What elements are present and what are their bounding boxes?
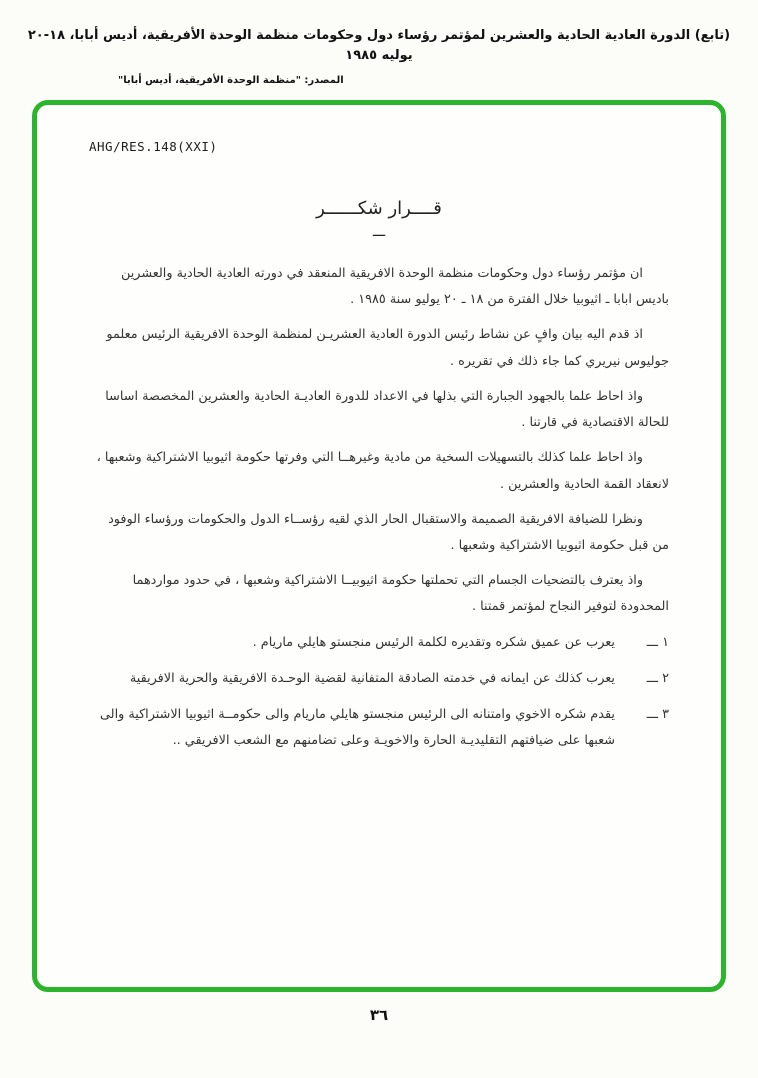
source-label: المصدر: xyxy=(304,75,344,86)
header-title: (تابع) الدورة العادية الحادية والعشرين لمؤتمر رؤساء دول وحكومات منظمة الوحدة الأفريقية، أديس أبابا، ١٨-٢٠ يوليه ١٩٨٥ xyxy=(27,28,731,63)
numbered-item xyxy=(89,630,669,656)
scanned-document-frame xyxy=(32,100,726,992)
resolution-reference: AHG/RES.148(XXI) xyxy=(89,139,218,154)
paragraph-facilities: واذ احاط علما كذلك بالتسهيلات السخية من مادية وغيرهــا التي وفرتها حكومة اثيوبيا الاشتراكية وشعبها ، لانعقاد القمة الحادية والعشرين . xyxy=(96,450,669,492)
item-text: يعرب كذلك عن ايمانه في خدمته الصادقة المتفانية لقضية الوحـدة الافريقية والحرية الافريقية xyxy=(129,670,615,686)
item-number: ٢ ـــ xyxy=(646,670,669,686)
item-text: يقدم شكره الاخوي وامتنانه الى الرئيس منجستو هايلي ماريام والى حكومــة اثيوبيا الاشتراكية والى شعبها على ضيافتهم التقليديـة الحارة والاخويـة وعلى تضامنهم مع الشعب الافريقي .. xyxy=(100,707,615,749)
paragraph-efforts: واذ احاط علما بالجهود الجبارة التي بذلها في الاعداد للدورة العاديـة الحادية والعشرين المخصصة اساسا للحالة الاقتصادية في قارتنا . xyxy=(105,388,669,431)
document-header xyxy=(0,0,758,86)
source-value: "منظمة الوحدة الأفريقية، أديس أبابا" xyxy=(118,75,301,86)
title-underline: ـــ xyxy=(372,224,386,240)
item-number: ٣ ـــ xyxy=(646,707,669,723)
numbered-item xyxy=(89,702,669,754)
item-text: يعرب عن عميق شكره وتقديره لكلمة الرئيس منجستو هايلي ماريام . xyxy=(252,634,615,650)
item-number: ١ ـــ xyxy=(646,634,669,650)
paragraph-report: اذ قدم اليه بيان وافٍ عن نشاط رئيس الدورة العادية العشريـن لمنظمة الوحدة الافريقية الرئيس معلمو جوليوس نيريري كما جاء ذلك في تقريره . xyxy=(106,327,669,369)
paragraph-sacrifices: واذ يعترف بالتضحيات الجسام التي تحملتها حكومة اثيوبيــا الاشتراكية وشعبها ، في حدود مواردهما المحدودة لتوفير النجاح لمؤتمر قمتنا . xyxy=(132,573,669,615)
resolution-body xyxy=(89,261,669,755)
numbered-item xyxy=(89,666,669,692)
resolution-title: قــــرار شكــــــر xyxy=(316,198,442,219)
paragraph-preamble: ان مؤتمر رؤساء دول وحكومات منظمة الوحدة الافريقية المنعقد في دورته العادية الحادية والعشرين باديس ابابا ـ اثيوبيا خلال الفترة من ١٨ ـ ٢٠ يوليو سنة ١٩٨٥ . xyxy=(120,266,669,308)
source-line xyxy=(0,75,758,86)
numbered-items xyxy=(89,630,669,755)
paragraph-hospitality: ونظرا للضيافة الافريقية الصميمة والاستقبال الحار الذي لقيه رؤســاء الدول والحكومات ورؤساء الوفود من قبل حكومة اثيوبيا الاشتراكية وشعبها . xyxy=(108,511,669,553)
page-number: ٣٦ xyxy=(369,1006,389,1024)
